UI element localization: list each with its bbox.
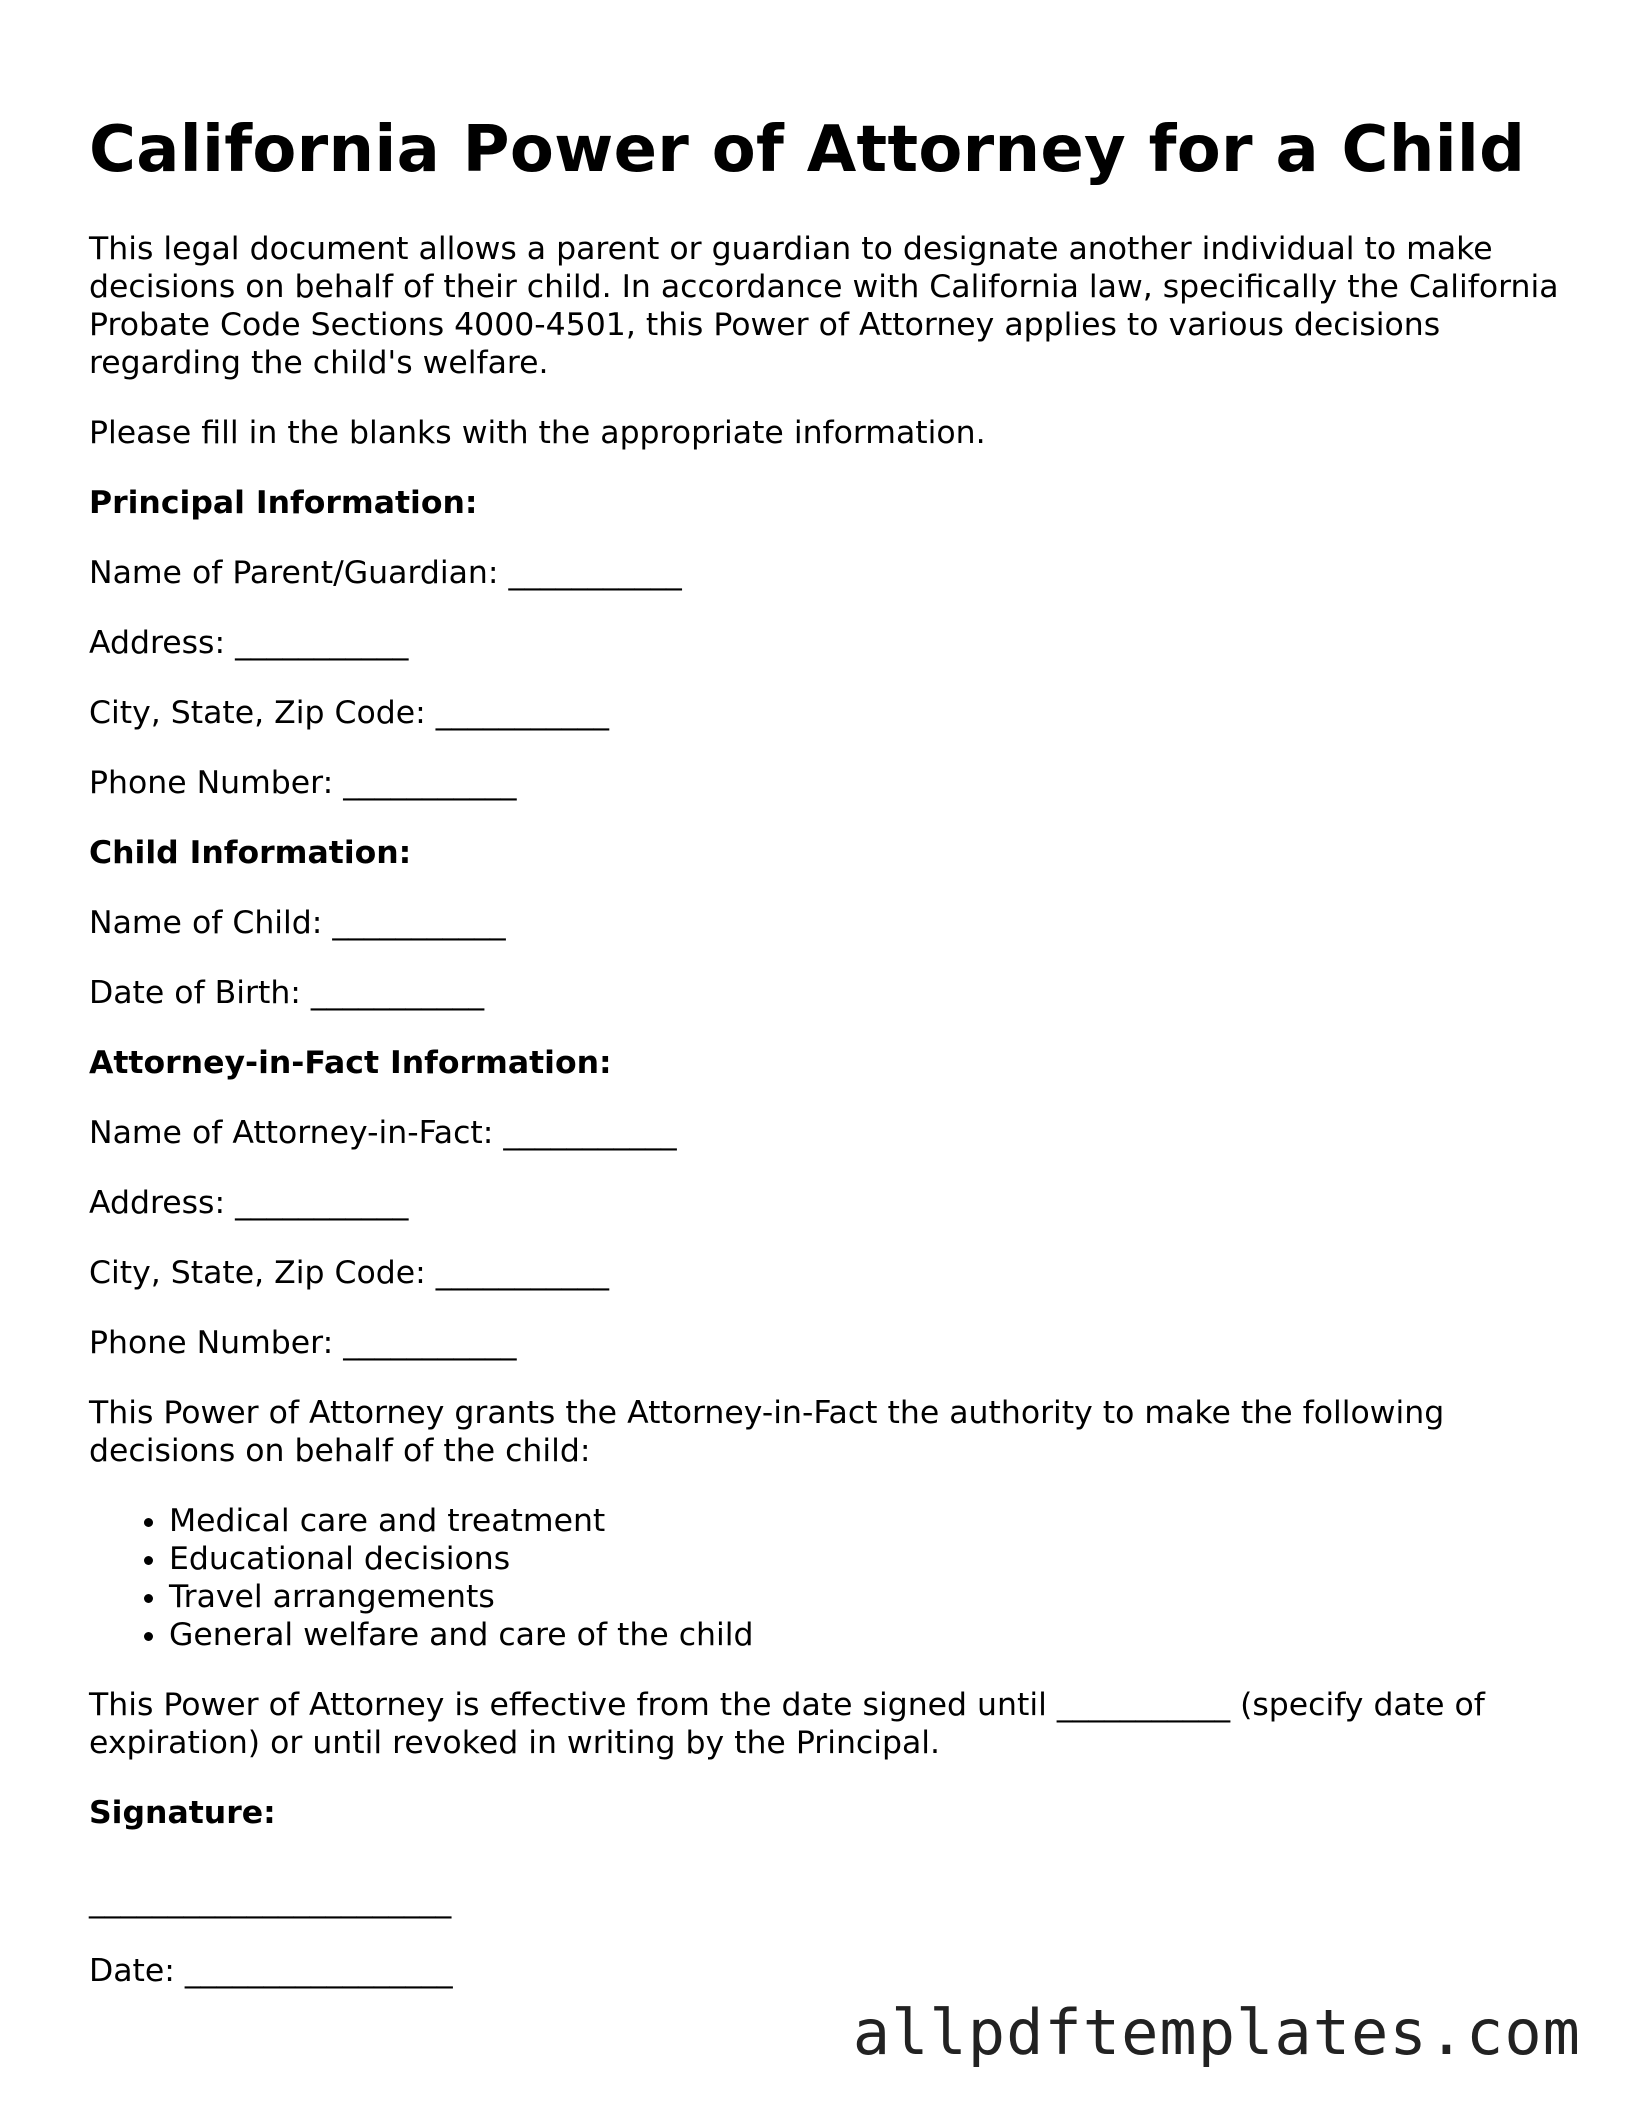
principal-city-field: City, State, Zip Code: ___________	[89, 695, 610, 731]
effective-paragraph: This Power of Attorney is effective from the date signed until ___________ (specify date of expiration) or until revoked in writing by the Principal.	[89, 1687, 1485, 1761]
child-heading: Child Information:	[89, 835, 412, 871]
list-item: • Medical care and treatment	[169, 1502, 1569, 1540]
principal-heading: Principal Information:	[89, 485, 478, 521]
list-item: • General welfare and care of the child	[169, 1616, 1569, 1654]
principal-phone-field: Phone Number: ___________	[89, 765, 517, 801]
attorney-city-field: City, State, Zip Code: ___________	[89, 1255, 610, 1291]
signature-date-field: Date: _________________	[89, 1953, 453, 1989]
attorney-name-field: Name of Attorney-in-Fact: ___________	[89, 1115, 677, 1151]
child-dob-field: Date of Birth: ___________	[89, 975, 485, 1011]
authority-paragraph: This Power of Attorney grants the Attorney-in-Fact the authority to make the following decisions on behalf of the child:	[89, 1395, 1445, 1469]
attorney-heading: Attorney-in-Fact Information:	[89, 1045, 612, 1081]
list-item: • Educational decisions	[169, 1540, 1569, 1578]
attorney-address-field: Address: ___________	[89, 1185, 409, 1221]
site-watermark: allpdftemplates.com	[852, 1996, 1581, 2069]
document-title: California Power of Attorney for a Child	[89, 113, 1526, 187]
child-name-field: Name of Child: ___________	[89, 905, 506, 941]
instruction-text: Please fill in the blanks with the appropriate information.	[89, 415, 986, 451]
principal-address-field: Address: ___________	[89, 625, 409, 661]
signature-line: _______________________	[89, 1883, 452, 1919]
list-item: • Travel arrangements	[169, 1578, 1569, 1616]
intro-paragraph: This legal document allows a parent or guardian to designate another individual to make decisions on behalf of their child. In accordance with California law, specifically the California Probate Code Sections 4000-4501, this Power of Attorney applies to various decisions regarding the child's welfare.	[89, 231, 1559, 381]
principal-name-field: Name of Parent/Guardian: ___________	[89, 555, 682, 591]
document-page	[89, 112, 1569, 1990]
attorney-phone-field: Phone Number: ___________	[89, 1325, 517, 1361]
authority-list	[89, 1502, 1569, 1654]
signature-heading: Signature:	[89, 1795, 276, 1831]
